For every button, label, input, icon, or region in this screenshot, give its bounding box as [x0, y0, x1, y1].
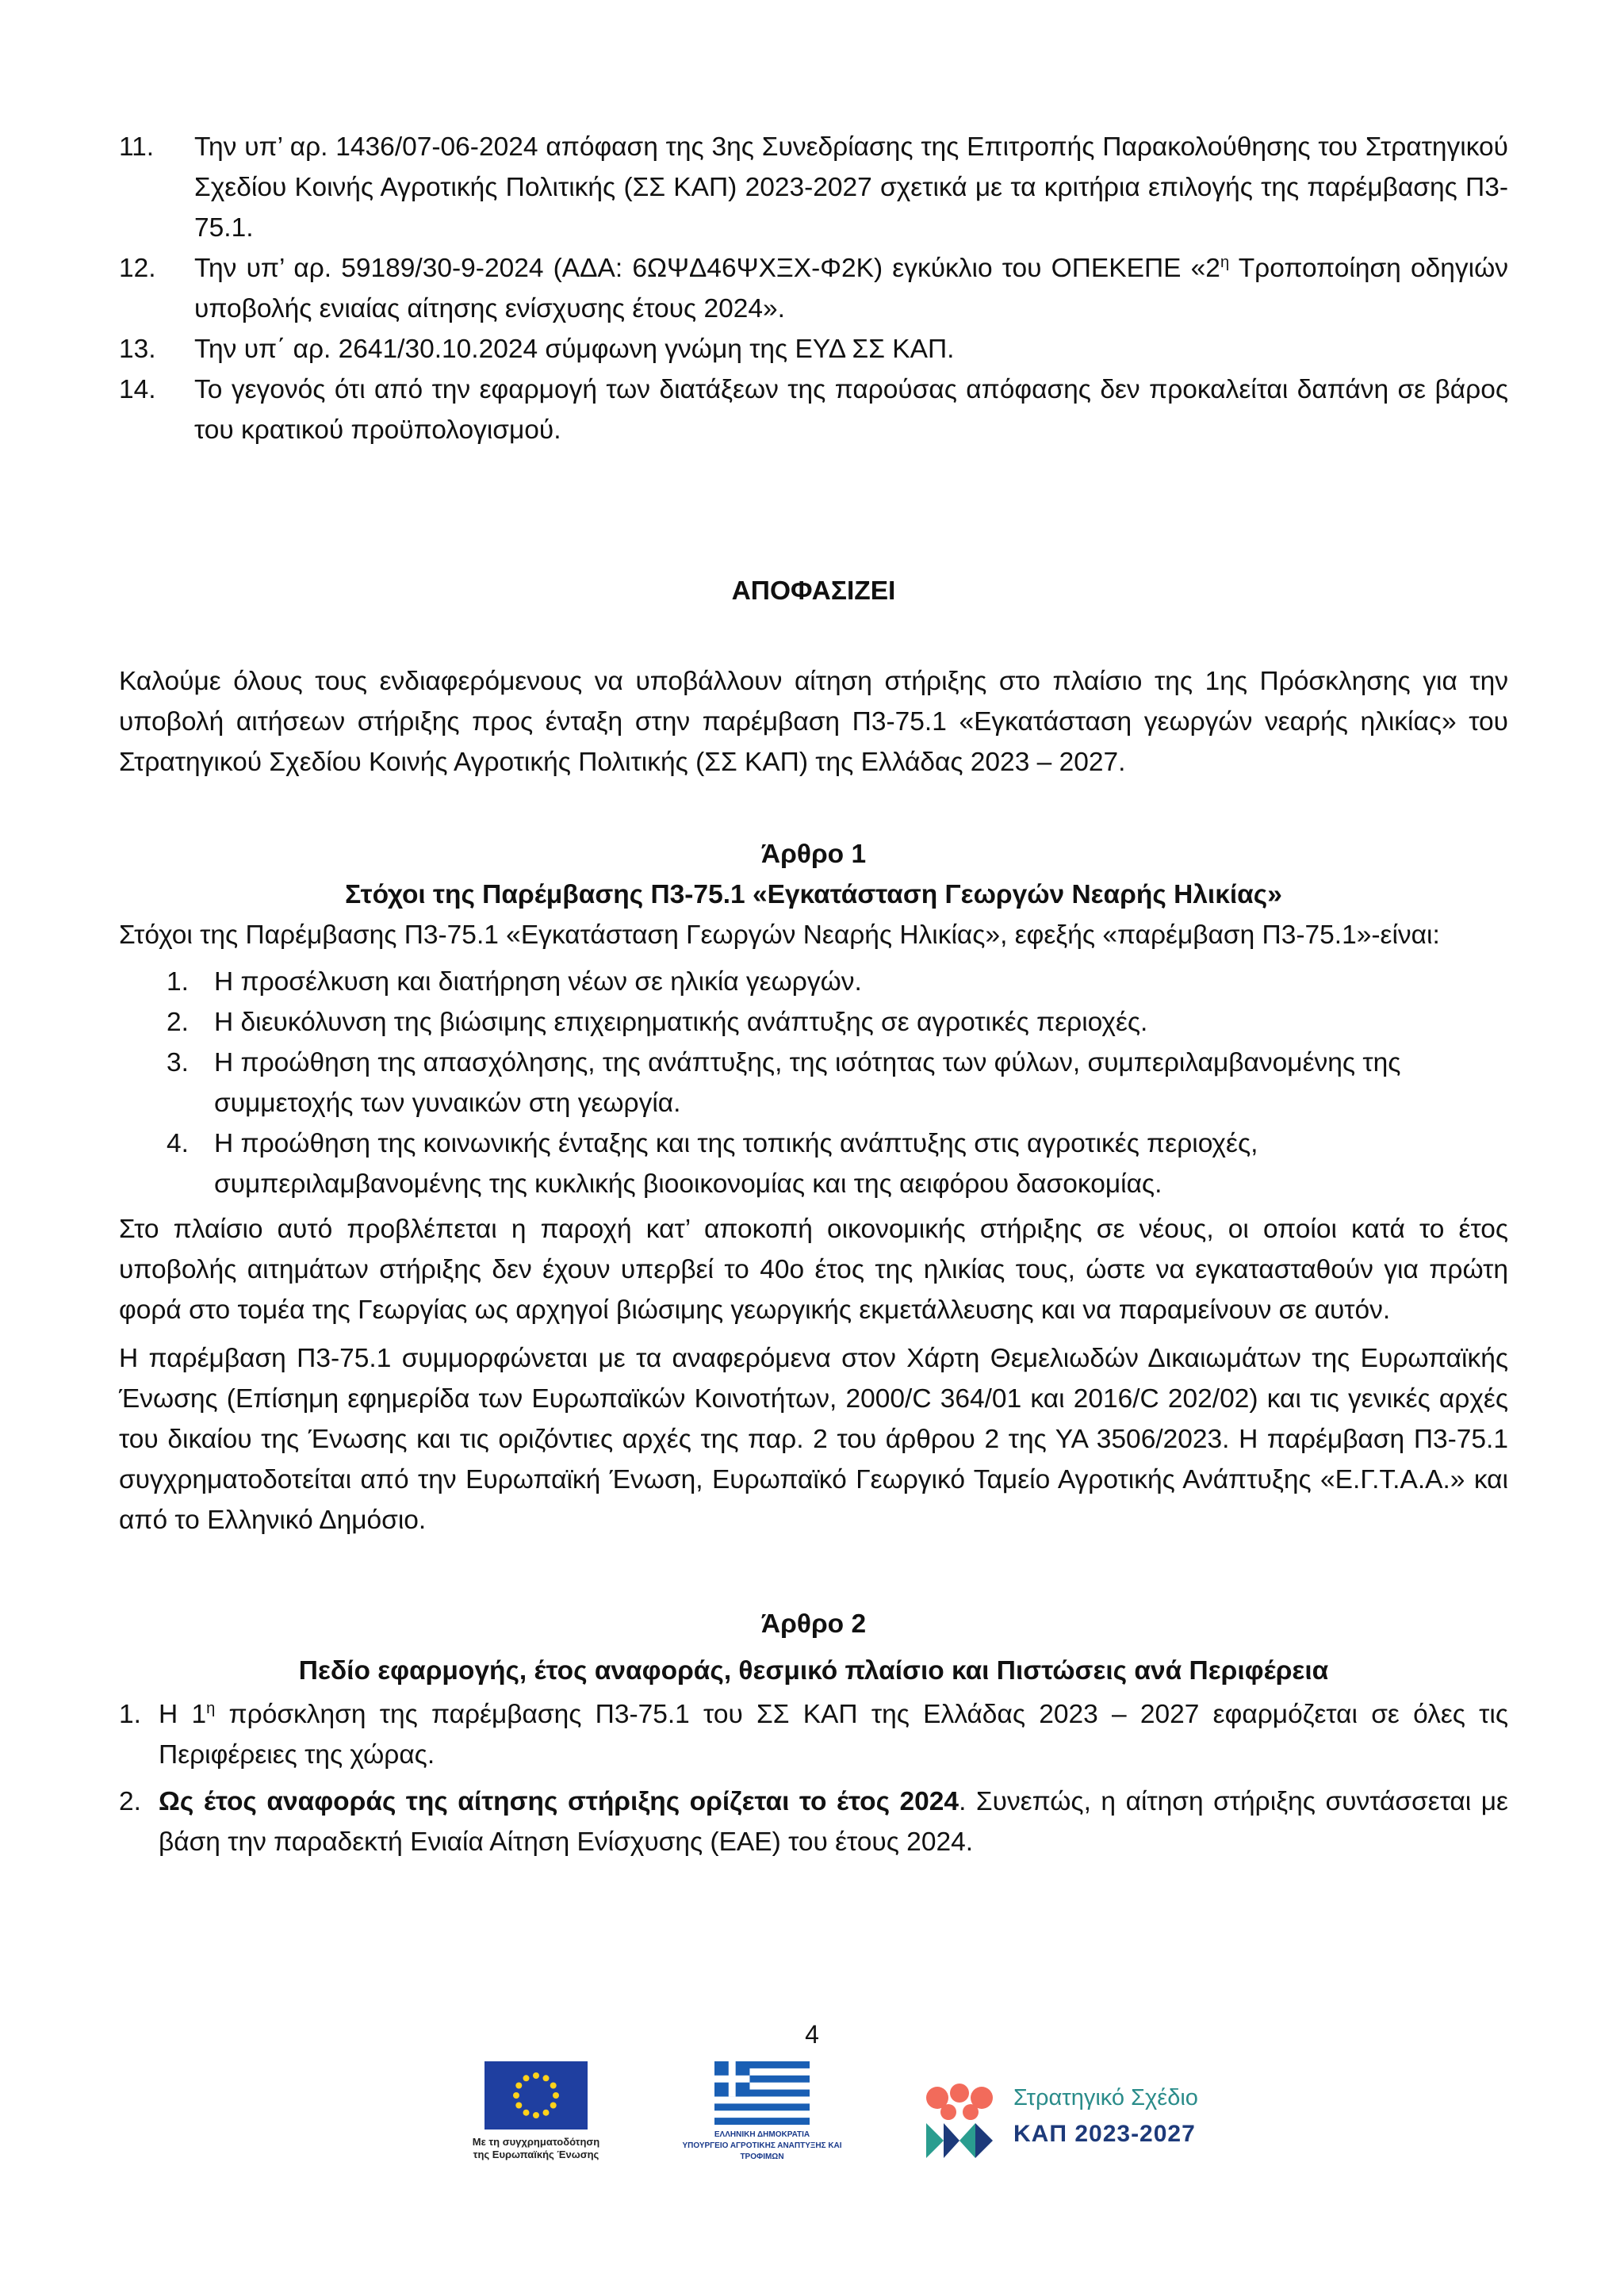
kap-title-line2: ΚΑΠ 2023-2027 — [1013, 2121, 1196, 2147]
greek-ministry-caption: ΕΛΛΗΝΙΚΗ ΔΗΜΟΚΡΑΤΙΑ ΥΠΟΥΡΓΕΙΟ ΑΓΡΟΤΙΚΗΣ ΑΝΑΠΤΥΞΗΣ ΚΑΙ ΤΡΟΦΙΜΩΝ — [682, 2130, 842, 2161]
article-2-item-text: Ως έτος αναφοράς της αίτησης στήριξης ορίζεται το έτος 2024. Συνεπώς, η αίτηση στήριξης συντάσσεται με βάση την παραδεκτή Ενιαία Αίτηση Ενίσχυσης (ΕΑΕ) του έτους 2024. — [159, 1787, 1508, 1857]
objective-text: Η διευκόλυνση της βιώσιμης επιχειρηματικής ανάπτυξης σε αγροτικές περιοχές. — [214, 1008, 1148, 1037]
recital-item — [119, 248, 1508, 329]
recital-item — [119, 329, 1508, 369]
kap-strategic-plan-logo — [920, 2082, 1253, 2161]
kap-emblem-icon — [920, 2082, 999, 2158]
article-1-lead: Στόχοι της Παρέμβασης Π3-75.1 «Εγκατάσταση Γεωργών Νεαρής Ηλικίας», εφεξής «παρέμβαση Π3-75.1»-είναι: — [119, 920, 1440, 950]
objective-item — [119, 1043, 1508, 1123]
article-1-paragraph: Στο πλαίσιο αυτό προβλέπεται η παροχή κατ’ αποκοπή οικονομικής στήριξης σε νέους, οι οποίοι κατά το έτος υποβολής αιτημάτων στήριξης δεν έχουν υπερβεί το 40ο έτος της ηλικίας τους, ώστε να εγκατασταθούν για πρώτη φορά στο τομέα της Γεωργίας ως αρχηγοί βιώσιμης γεωργικής εκμετάλλευσης και να παραμείνουν σε αυτόν. — [119, 1215, 1508, 1325]
objective-number: 3. — [167, 1048, 189, 1077]
article-2-title: Πεδίο εφαρμογής, έτος αναφοράς, θεσμικό πλαίσιο και Πιστώσεις ανά Περιφέρεια — [298, 1656, 1329, 1686]
recital-text: Την υπ΄ αρ. 2641/30.10.2024 σύμφωνη γνώμη της ΕΥΔ ΣΣ ΚΑΠ. — [194, 335, 955, 364]
eu-caption: Με τη συγχρηματοδότηση της Ευρωπαϊκής Ένωσης — [472, 2136, 600, 2160]
page-content — [119, 127, 1508, 1862]
reference-year-statement: Ως έτος αναφοράς της αίτησης στήριξης ορίζεται το έτος 2024 — [159, 1787, 959, 1816]
recital-number: 13. — [119, 335, 156, 364]
article-1-label: Άρθρο 1 — [760, 840, 867, 869]
article-1-title: Στόχοι της Παρέμβασης Π3-75.1 «Εγκατάσταση Γεωργών Νεαρής Ηλικίας» — [345, 880, 1282, 909]
footer-logos — [0, 2061, 1624, 2180]
recital-number: 14. — [119, 375, 156, 404]
objective-number: 4. — [167, 1129, 189, 1158]
greek-ministry-logo — [663, 2061, 861, 2163]
recital-text: Την υπ’ αρ. 59189/30-9-2024 (ΑΔΑ: 6ΩΨΔ46ΨΧΞΧ-Φ2Κ) εγκύκλιο του ΟΠΕΚΕΠΕ «$2^\eta$ Τροποποίηση οδηγιών υποβολής ενιαίας αίτησης ενίσχυσης έτους 2024». — [194, 253, 1508, 323]
article-2-label: Άρθρο 2 — [760, 1609, 867, 1639]
objective-number: 2. — [167, 1008, 189, 1037]
objective-item — [119, 962, 1508, 1002]
objective-text: Η προσέλκυση και διατήρηση νέων σε ηλικία γεωργών. — [214, 967, 862, 997]
objective-text: Η προώθηση της απασχόλησης, της ανάπτυξης, της ισότητας των φύλων, συμπεριλαμβανομένης της συμμετοχής των γυναικών στη γεωργία. — [214, 1048, 1401, 1118]
greek-flag-icon — [714, 2061, 810, 2125]
eu-cofunding-logo — [465, 2061, 607, 2161]
page-number: 4 — [805, 2020, 819, 2049]
article-2-item-number: 2. — [119, 1787, 141, 1816]
objective-item — [119, 1002, 1508, 1043]
article-1-paragraph: Η παρέμβαση Π3-75.1 συμμορφώνεται με τα αναφερόμενα στον Χάρτη Θεμελιωδών Δικαιωμάτων της Ευρωπαϊκής Ένωσης (Επίσημη εφημερίδα των Ευρωπαϊκών Κοινοτήτων, 2000/C 364/01 και 2016/C 202/02) και τις γενικές αρχές του δικαίου της Ένωσης και τις οριζόντιες αρχές της παρ. 2 του άρθρου 2 της ΥΑ 3506/2023. Η παρέμβαση Π3-75.1 συγχρηματοδοτείται από την Ευρωπαϊκή Ένωση, Ευρωπαϊκό Γεωργικό Ταμείο Αγροτικής Ανάπτυξης «Ε.Γ.Τ.Α.Α.» και από το Ελληνικό Δημόσιο. — [119, 1344, 1508, 1535]
objective-number: 1. — [167, 967, 189, 997]
intro-paragraph: Καλούμε όλους τους ενδιαφερόμενους να υποβάλλουν αίτηση στήριξης στο πλαίσιο της 1ης Πρόσκλησης για την υποβολή αιτήσεων στήριξης προς ένταξη στην παρέμβαση Π3-75.1 «Εγκατάσταση γεωργών νεαρής ηλικίας» του Στρατηγικού Σχεδίου Κοινής Αγροτικής Πολιτικής (ΣΣ ΚΑΠ) της Ελλάδας 2023 – 2027. — [119, 667, 1508, 777]
recital-number: 12. — [119, 254, 156, 283]
article-2-item-number: 1. — [119, 1700, 141, 1729]
article-2-item-text: Η $1^\eta$ πρόσκληση της παρέμβασης Π3-75.1 του ΣΣ ΚΑΠ της Ελλάδας 2023 – 2027 εφαρμόζεται σε όλες τις Περιφέρειες της χώρας. — [159, 1699, 1508, 1770]
recital-text: Το γεγονός ότι από την εφαρμογή των διατάξεων της παρούσας απόφασης δεν προκαλείται δαπάνη σε βάρος του κρατικού προϋπολογισμού. — [194, 375, 1508, 445]
recital-item — [119, 369, 1508, 450]
decides-heading: ΑΠΟΦΑΣΙΖΕΙ — [731, 576, 896, 606]
article-2-item — [119, 1781, 1508, 1862]
recital-number: 11. — [119, 132, 155, 162]
recital-text: Την υπ’ αρ. 1436/07-06-2024 απόφαση της 3ης Συνεδρίασης της Επιτροπής Παρακολούθησης του Στρατηγικού Σχεδίου Κοινής Αγροτικής Πολιτικής (ΣΣ ΚΑΠ) 2023-2027 σχετικά με τα κριτήρια επιλογής της παρέμβασης Π3-75.1. — [194, 132, 1508, 243]
objective-item — [119, 1123, 1508, 1204]
kap-title-line1: Στρατηγικό Σχέδιο — [1013, 2085, 1198, 2110]
eu-flag-icon — [485, 2061, 588, 2130]
recital-item — [119, 127, 1508, 248]
article-2-item — [119, 1694, 1508, 1775]
objective-text: Η προώθηση της κοινωνικής ένταξης και της τοπικής ανάπτυξης στις αγροτικές περιοχές, συμπεριλαμβανομένης της κυκλικής βιοοικονομίας και της αειφόρου δασοκομίας. — [214, 1129, 1258, 1199]
